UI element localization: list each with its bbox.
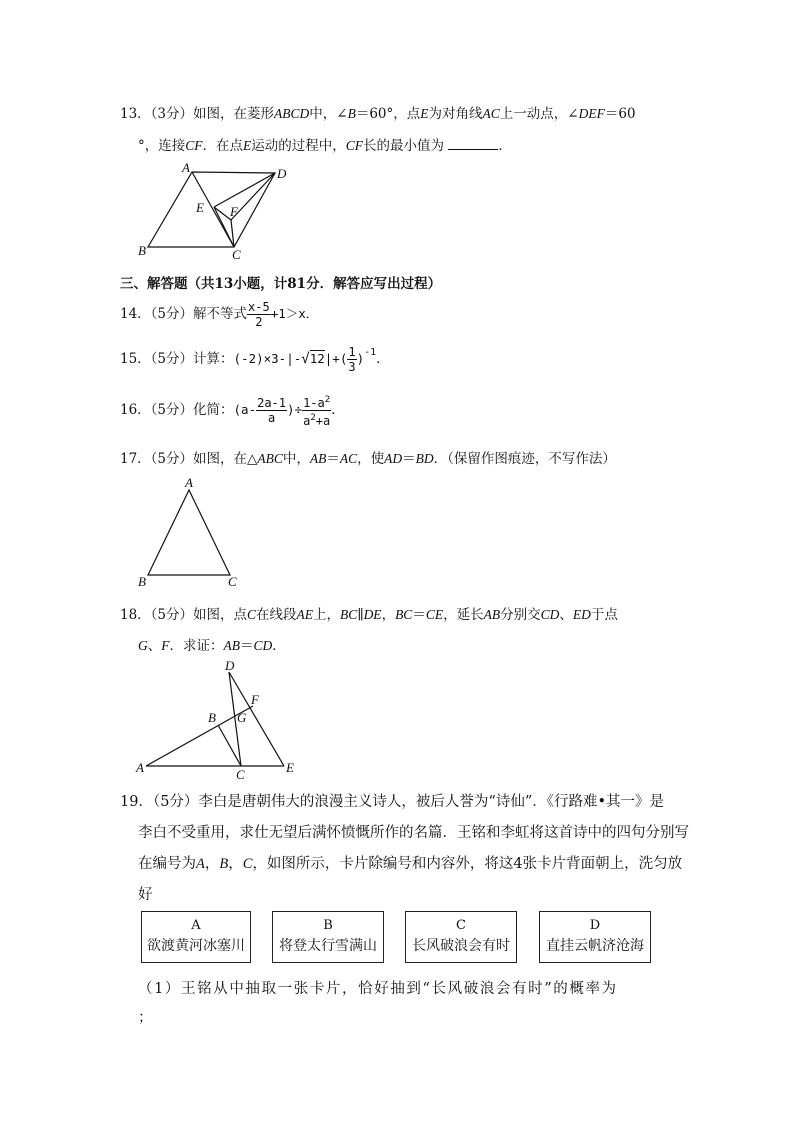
q15-text: 15．（5分）计算： (120, 351, 234, 367)
q13-text: CF (185, 138, 203, 153)
q18-text: BC (340, 607, 358, 622)
q13-text: ．在点 (202, 138, 244, 154)
card-c (405, 911, 517, 963)
q18-text: 、 (147, 638, 162, 654)
q13-rhombus-figure (130, 160, 300, 264)
q14-text: +1＞x． (270, 306, 319, 321)
q18-line2 (138, 634, 286, 654)
q19-sub1-end: ； (138, 1010, 153, 1026)
q18-line1 (120, 603, 618, 623)
card-d (539, 911, 651, 963)
q13-text: ＝60 (604, 106, 636, 122)
q19-line3 (138, 852, 682, 873)
q14-denominator: 2 (255, 315, 263, 329)
q15-fraction (347, 345, 356, 374)
q13-text: E (243, 138, 252, 153)
q17-triangle-figure (134, 474, 244, 592)
q18-text: BC (395, 607, 413, 622)
q14-text: 14．（5分）解不等式 (120, 306, 248, 322)
q16-denominator1: a (267, 411, 276, 425)
q16 (120, 393, 345, 428)
q13-text: DEF (578, 106, 605, 121)
card-a (141, 911, 251, 963)
q15-sqrt-arg: 12 (309, 351, 325, 366)
q19-sub1: （1）王铭从中抽取一张卡片，恰好抽到“长风破浪会有时”的概率为 (138, 981, 618, 997)
q18-text: CD (253, 638, 273, 653)
section-heading: 三、解答题（共13小题，计81分．解答应写出过程） (120, 276, 442, 292)
q18-text: F (161, 638, 170, 653)
card-text: 直挂云帆济沧海 (546, 938, 644, 954)
q13-line2 (138, 134, 512, 154)
q18-text: ，延长 (443, 607, 484, 623)
q17-text: ＝ (402, 451, 416, 467)
q16-den2-tail: +a (315, 414, 331, 428)
q18-text: ＝ (412, 607, 426, 623)
q18-text: 分别交 (500, 607, 541, 623)
q17 (120, 447, 616, 467)
q18-text: CD (540, 607, 560, 622)
q19-line2: 李白不受重用，求仕无望后满怀愤慨所作的名篇．王铭和李虹将这首诗中的四句分别写 (138, 825, 689, 841)
q19-text: 在编号为 (138, 856, 196, 872)
q17-text: AD (384, 451, 403, 466)
card-text: 长风破浪会有时 (412, 938, 510, 954)
q17-text: 17．（5分）如图，在△ (120, 451, 258, 467)
q19-text: ， (204, 856, 220, 872)
q15-text: (-2)×3-|- (233, 351, 302, 366)
label-f: F (251, 692, 259, 707)
q16-num2-base: 1-a (303, 396, 325, 410)
q18-text: ．求证： (169, 638, 224, 654)
q15-text: |+( (324, 351, 348, 366)
q15-text: ) (356, 351, 365, 366)
label-c: C (228, 574, 237, 589)
q13-line1 (120, 102, 636, 122)
card-letter: D (589, 918, 601, 933)
label-a: A (182, 160, 190, 175)
q18-text: AB (483, 607, 501, 622)
q18-text: G (138, 638, 148, 653)
q13-text: ABCD (274, 106, 310, 121)
card-text: 欲渡黄河冰塞川 (147, 938, 245, 954)
q18-text: 上， (313, 607, 341, 623)
q13-text: 中，∠ (309, 106, 348, 122)
q17-text: AC (339, 451, 358, 466)
segment-bc (218, 725, 241, 766)
q18-text: C (247, 607, 257, 622)
label-g: G (237, 710, 247, 725)
label-b: B (138, 243, 146, 258)
q14 (120, 300, 318, 329)
q13-text: AC (482, 106, 500, 121)
q13-text: 上一动点，∠ (499, 106, 579, 122)
q15-exponent: -1 (364, 347, 377, 358)
q16-den2-base: a (303, 414, 311, 428)
q16-numerator2 (302, 393, 331, 411)
label-c: C (232, 247, 241, 262)
q19-text: ，如图所示，卡片除编号和内容外，将这4张卡片背面朝上，洗匀放 (252, 856, 683, 872)
label-b: B (138, 574, 146, 589)
q16-fraction1 (256, 396, 287, 425)
q13-text: B (347, 106, 356, 121)
q16-num2-exp: 2 (324, 395, 331, 405)
q18-text: 、 (559, 607, 573, 623)
q18-figure (130, 654, 305, 782)
q19-text: A (196, 856, 205, 872)
q16-numerator1: 2a-1 (257, 396, 287, 410)
q18-text: 于点 (590, 607, 618, 623)
q18-text: 18．（5分）如图，点 (120, 607, 248, 623)
q14-fraction (247, 300, 271, 329)
q16-denominator2 (302, 411, 331, 428)
answer-blank[interactable] (448, 137, 498, 150)
q15-numerator: 1 (348, 345, 356, 359)
sqrt-sign-icon: √ (301, 351, 310, 367)
q18-text: DE (363, 607, 382, 622)
q19-text: ， (228, 856, 243, 872)
q13-text: 长的最小值为 (363, 138, 445, 154)
q18-text: AB (223, 638, 240, 653)
label-a: A (136, 760, 144, 775)
q19-line1: 19．（5分）李白是唐朝伟大的浪漫主义诗人，被后人誉为“诗仙”．《行路难•其一》是 (120, 794, 665, 810)
label-e: E (196, 200, 204, 215)
q16-fraction2 (302, 393, 331, 428)
q18-text: CE (425, 607, 444, 622)
q18-text: ， (381, 607, 396, 623)
q13-text: °，连接 (138, 138, 186, 154)
q15-denominator: 3 (348, 360, 356, 374)
q17-text: AB (309, 451, 327, 466)
label-b: B (208, 710, 216, 725)
q17-text: ABC (257, 451, 283, 466)
segment-ef (214, 207, 231, 220)
q13-text: 为对角线 (428, 106, 483, 122)
card-letter: A (191, 918, 201, 933)
card-b (272, 911, 384, 963)
label-f: F (230, 204, 238, 219)
card-text: 将登太行雪满山 (279, 938, 377, 954)
q19-text: C (242, 856, 253, 872)
q13-text: ． (498, 138, 512, 154)
label-a: A (185, 475, 193, 490)
label-e: E (286, 760, 294, 775)
q17-text: 中， (282, 451, 310, 467)
q19-line4: 好 (138, 887, 153, 903)
q16-text: ． (331, 402, 345, 418)
q17-text: ＝ (326, 451, 340, 467)
q16-text: )÷ (287, 402, 303, 417)
q17-text: BD (415, 451, 434, 466)
q13-text: CF (345, 138, 364, 153)
label-d: D (225, 658, 235, 673)
card-letter: B (323, 918, 333, 933)
q14-numerator: x-5 (248, 300, 270, 314)
card-letter: C (456, 918, 466, 933)
q18-text: ． (272, 638, 286, 654)
triangle-abc (148, 490, 230, 575)
q15-text: ． (376, 351, 390, 367)
q18-text: AE (296, 607, 314, 622)
q16-text: 16．（5分）化简： (120, 402, 234, 418)
q18-text: ED (572, 607, 591, 622)
q15 (120, 345, 390, 374)
q18-text: ＝ (240, 638, 254, 654)
label-d: D (277, 166, 287, 181)
q17-text: ．（保留作图痕迹，不写作法） (433, 451, 616, 467)
q16-text: (a- (233, 402, 257, 417)
label-c: C (236, 767, 245, 782)
q13-text: 运动的过程中， (251, 138, 346, 154)
q18-text: ∥ (357, 607, 364, 623)
q13-text: ＝60°，点 (355, 106, 421, 122)
q19-text: B (219, 856, 229, 872)
q13-text: E (420, 106, 429, 121)
q16-den2-exp: 2 (310, 413, 316, 423)
q13-text: 13．（3分）如图，在菱形 (120, 106, 275, 122)
q17-text: ，使 (357, 451, 385, 467)
q18-text: 在线段 (256, 607, 297, 623)
